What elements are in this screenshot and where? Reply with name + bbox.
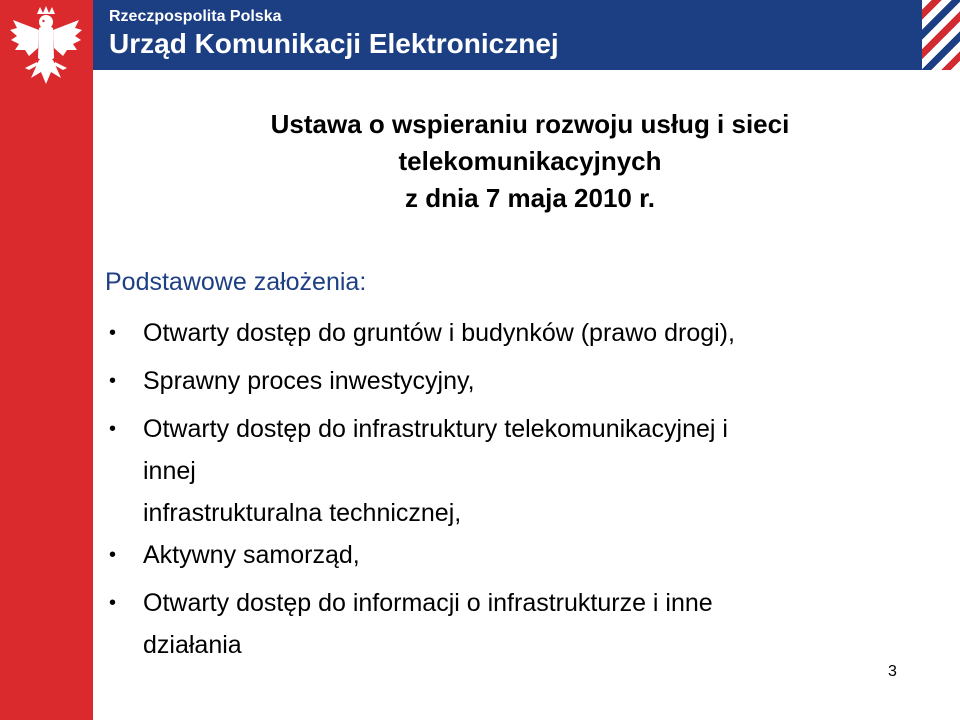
bullet-icon: • bbox=[109, 322, 117, 344]
bullet-item bbox=[105, 408, 915, 534]
bullet-icon: • bbox=[109, 544, 117, 566]
bullet-icon: • bbox=[109, 370, 117, 392]
bullet-item bbox=[105, 534, 915, 576]
bullet-text: Sprawny proces inwestycyjny, bbox=[143, 367, 475, 395]
slide-title bbox=[120, 106, 940, 217]
bullet-item bbox=[105, 582, 915, 666]
bullet-text: Aktywny samorząd, bbox=[143, 541, 360, 569]
bullet-text-continuation: działania bbox=[143, 631, 242, 659]
slide-title-line-2: telekomunikacyjnych bbox=[398, 146, 662, 176]
header-stripes-decoration bbox=[922, 0, 960, 70]
bullet-icon: • bbox=[109, 592, 117, 614]
page-number: 3 bbox=[888, 663, 897, 680]
bullet-item bbox=[105, 360, 915, 402]
bullet-icon: • bbox=[109, 418, 117, 440]
organization-name-label: Urząd Komunikacji Elektronicznej bbox=[109, 28, 559, 59]
slide-title-line-3: z dnia 7 maja 2010 r. bbox=[404, 183, 656, 213]
slide-title-line-1: Ustawa o wspieraniu rozwoju usług i sieci bbox=[270, 109, 790, 139]
section-heading: Podstawowe założenia: bbox=[105, 268, 367, 296]
organization-country-label: Rzeczpospolita Polska bbox=[109, 8, 282, 25]
bullet-text-continuation: innej bbox=[143, 457, 196, 485]
bullet-list bbox=[105, 312, 915, 666]
bullet-text-continuation: infrastrukturalna technicznej, bbox=[143, 499, 462, 527]
left-red-sidebar bbox=[0, 0, 93, 720]
white-eagle-emblem-icon bbox=[7, 4, 85, 96]
bullet-text: Otwarty dostęp do gruntów i budynków (prawo drogi), bbox=[143, 319, 735, 347]
bullet-item bbox=[105, 312, 915, 354]
bullet-text: Otwarty dostęp do infrastruktury telekomunikacyjnej i bbox=[143, 415, 728, 443]
bullet-text: Otwarty dostęp do informacji o infrastrukturze i inne bbox=[143, 589, 713, 617]
